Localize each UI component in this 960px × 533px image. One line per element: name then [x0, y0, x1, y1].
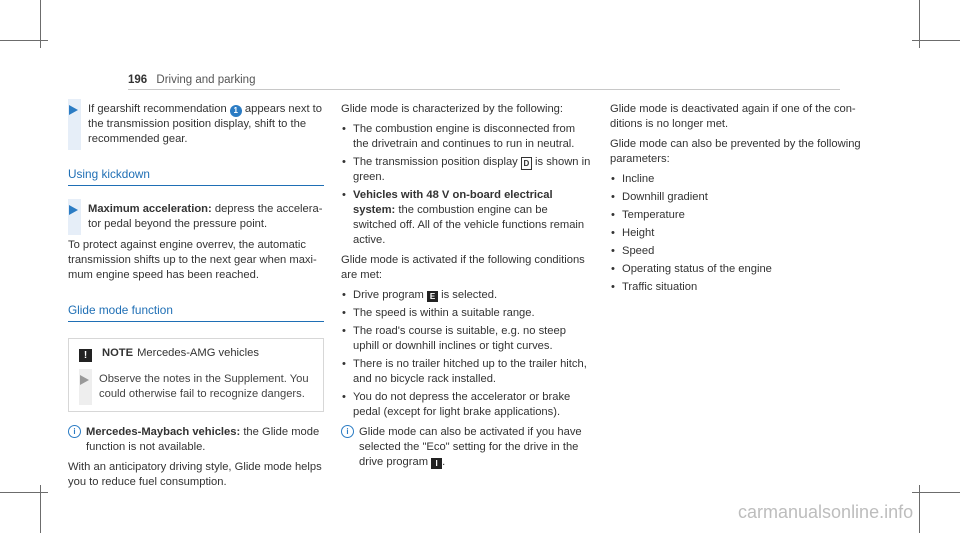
list-item: • The speed is within a suitable range.	[341, 306, 593, 321]
note-box	[68, 338, 324, 412]
list-item: • Height	[610, 226, 862, 241]
note-text: Mercedes-AMG vehicles	[137, 347, 259, 359]
note-label: NOTE	[102, 347, 134, 359]
warning-icon: !	[79, 349, 92, 362]
list-item: • Traffic situation	[610, 280, 862, 295]
crop-mark	[912, 492, 960, 493]
column-1	[68, 102, 324, 495]
list-item: • You do not depress the accelerator or brake pedal (except for light brake applications).	[341, 390, 593, 420]
list-item: • Incline	[610, 172, 862, 187]
info-icon: i	[341, 425, 354, 438]
list-item: • There is no trailer hitched up to the trailer hitch, and no bicycle rack installed.	[341, 357, 593, 387]
list-item: • Temperature	[610, 208, 862, 223]
list-item: • The road's course is suitable, e.g. no steep uphill or downhill inclines or tight curves.	[341, 324, 593, 354]
kickdown-paragraph: To protect against engine overrev, the automatic transmission shifts up to the next gear when maxi-mum engine speed has been reached.	[68, 239, 317, 281]
callout-1-icon: 1	[230, 105, 242, 117]
crop-mark	[912, 40, 960, 41]
section-title-kickdown: Using kickdown	[68, 167, 324, 186]
instruction-step: Maximum acceleration: depress the accelera-tor pedal beyond the pressure point.	[68, 202, 324, 232]
section-title-glide-mode: Glide mode function	[68, 303, 324, 322]
characteristics-list	[341, 122, 593, 248]
list-item: • Vehicles with 48 V on-board electrical system: the combustion engine can be switched off. All of the vehicle functions remain active.	[341, 188, 593, 248]
drive-program-individual-icon: I	[431, 458, 442, 469]
list-item: • Downhill gradient	[610, 190, 862, 205]
page-number: 196	[128, 74, 148, 86]
header-divider	[128, 89, 840, 90]
crop-mark	[0, 40, 48, 41]
crop-mark	[0, 492, 48, 493]
list-item: • Drive program E is selected.	[341, 288, 593, 303]
watermark: carmanualsonline.info	[738, 502, 914, 522]
note-step: Observe the notes in the Supplement. You could otherwise fail to recognize dangers.	[79, 372, 313, 402]
info-maybach: i Mercedes-Maybach vehicles: the Glide mode function is not available.	[68, 425, 324, 455]
glide-paragraph: With an anticipatory driving style, Glide mode helps you to reduce fuel consumption.	[68, 461, 322, 488]
conditions-list	[341, 288, 593, 420]
column-2: Glide mode is characterized by the following: • The combustion engine is disconnected from the drivetrain and continues to run in neutral. • The transmission position display D is shown in green. • Vehicles with 48 V on-board electrical system: the combustion engine can be switched off. All of the vehicle functions remain active. Glide mode is activated if the following conditions are met: • Drive program E is selected. • The speed is within a suitable range. • The road's course is suitable, e.g. no steep uphill or downhill inclines or tight curves. • There is no trailer hitched up to the trailer hitch, and no bicycle rack installed. • You do not depress the accelerator or brake pedal (except for light brake applications). i Glide mode can also be activated if you have selected the "Eco" setting for the drive in the drive program I .	[341, 102, 593, 475]
column-3: Glide mode is deactivated again if one of the con-ditions is no longer met. Glide mode can also be prevented by the following parameters: • Incline • Downhill gradient • Temperature • Height • Speed • Operating status of the engine • Traffic situation	[610, 102, 862, 300]
page-header	[128, 73, 255, 88]
drive-program-e-icon: E	[427, 291, 438, 302]
arrow-right-icon	[69, 105, 78, 115]
info-icon: i	[68, 425, 81, 438]
section-name: Driving and parking	[156, 74, 256, 86]
parameters-list	[610, 172, 862, 295]
list-item: • The transmission position display D is shown in green.	[341, 155, 593, 185]
list-item: • Operating status of the engine	[610, 262, 862, 277]
list-item: • Speed	[610, 244, 862, 259]
instruction-step: If gearshift recommendation 1 appears next to the transmission position display, shift to the recommended gear.	[68, 102, 324, 147]
info-eco: i Glide mode can also be activated if you have selected the "Eco" setting for the drive in the drive program I .	[341, 425, 593, 470]
arrow-right-icon	[69, 205, 78, 215]
arrow-right-icon	[80, 375, 89, 385]
list-item: • The combustion engine is disconnected from the drivetrain and continues to run in neutral.	[341, 122, 593, 152]
drive-d-icon: D	[521, 157, 532, 170]
